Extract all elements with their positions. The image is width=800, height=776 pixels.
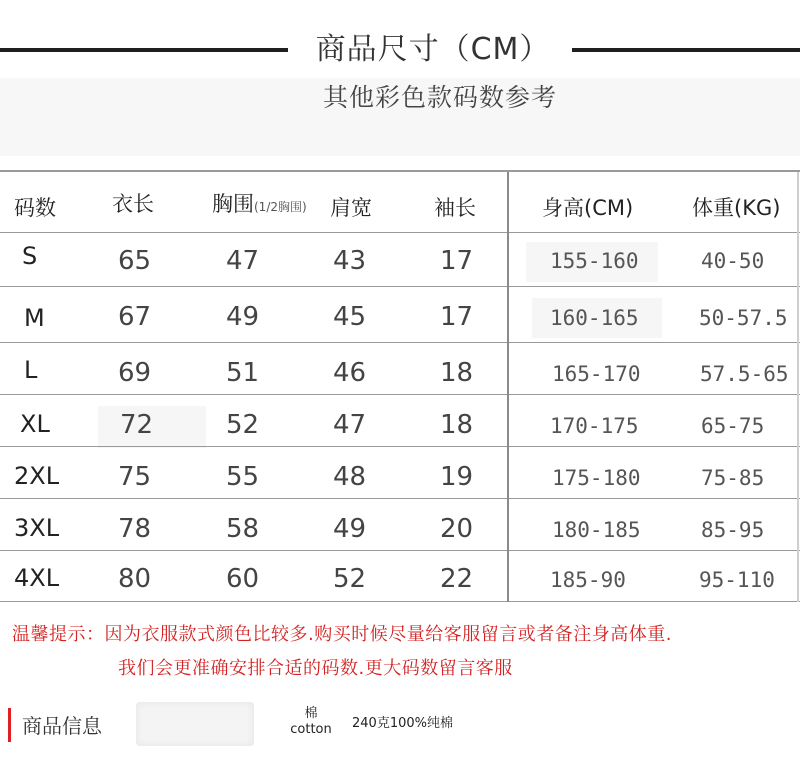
weight-value: 95-110 (699, 568, 775, 592)
length-value: 78 (118, 514, 152, 544)
row-divider (0, 232, 800, 233)
row-divider (0, 498, 800, 499)
length-value: 69 (118, 358, 152, 388)
sleeve-value: 22 (440, 564, 474, 594)
sleeve-value: 18 (440, 358, 474, 388)
chest-value: 60 (226, 564, 260, 594)
length-value: 67 (118, 302, 152, 332)
tip-line-1: 温馨提示：因为衣服款式颜色比较多.购买时候尽量给客服留言或者备注身高体重. (12, 624, 672, 645)
size-label: XL (20, 410, 50, 438)
shoulder-value: 45 (333, 302, 367, 332)
length-value: 72 (120, 410, 154, 440)
chest-value: 58 (226, 514, 260, 544)
page-subtitle: 其他彩色款码数参考 (322, 83, 557, 112)
row-divider (0, 446, 800, 447)
height-value: 160-165 (550, 306, 639, 330)
header-height: 身高(CM) (542, 196, 634, 220)
chest-value: 47 (226, 246, 260, 276)
height-value: 180-185 (552, 518, 641, 542)
height-value: 165-170 (552, 362, 641, 386)
sleeve-value: 18 (440, 410, 474, 440)
material-description: 240克100%纯棉 (352, 716, 453, 731)
size-table (0, 170, 800, 602)
chest-value: 51 (226, 358, 260, 388)
material-cn: 棉 (304, 706, 318, 721)
size-label: L (24, 356, 38, 384)
chest-value: 49 (226, 302, 260, 332)
shoulder-value: 49 (333, 514, 367, 544)
accent-bar (8, 708, 11, 742)
sleeve-value: 20 (440, 514, 474, 544)
weight-value: 57.5-65 (700, 362, 789, 386)
shoulder-value: 46 (333, 358, 367, 388)
shoulder-value: 47 (333, 410, 367, 440)
weight-value: 40-50 (701, 249, 765, 273)
shoulder-value: 48 (333, 462, 367, 492)
size-label: 2XL (14, 462, 60, 490)
chest-value: 55 (226, 462, 260, 492)
size-label: M (24, 304, 45, 332)
weight-value: 75-85 (701, 466, 765, 490)
sleeve-value: 19 (440, 462, 474, 492)
row-divider (0, 394, 800, 395)
title-divider-right (572, 48, 800, 52)
header-chest-note: (1/2胸围) (254, 200, 307, 214)
header-chest-label: 胸围 (212, 192, 254, 216)
shoulder-value: 43 (333, 246, 367, 276)
chest-value: 52 (226, 410, 260, 440)
height-value: 170-175 (550, 414, 639, 438)
height-value: 185-90 (550, 568, 626, 592)
header-weight: 体重(KG) (692, 196, 781, 220)
fabric-swatch-image (136, 702, 254, 746)
row-divider (0, 342, 800, 343)
material-en: cotton (290, 722, 332, 737)
title-divider-left (0, 48, 288, 52)
tip-line-2: 我们会更准确安排合适的码数.更大码数留言客服 (118, 658, 513, 679)
height-value: 155-160 (550, 249, 639, 273)
column-divider (507, 172, 509, 602)
sleeve-value: 17 (440, 302, 474, 332)
header-shoulder: 肩宽 (330, 196, 372, 220)
header-size: 码数 (14, 196, 56, 220)
size-label: 3XL (14, 514, 60, 542)
length-value: 65 (118, 246, 152, 276)
weight-value: 85-95 (701, 518, 765, 542)
product-info (0, 690, 800, 776)
header-chest (212, 188, 307, 218)
row-divider (0, 601, 800, 602)
title-row (0, 22, 800, 68)
header-sleeve: 袖长 (434, 196, 476, 220)
header-length: 衣长 (112, 192, 154, 216)
weight-value: 50-57.5 (699, 306, 788, 330)
shoulder-value: 52 (333, 564, 367, 594)
row-divider (0, 286, 800, 287)
page-title: 商品尺寸（CM） (315, 32, 551, 67)
sleeve-value: 17 (440, 246, 474, 276)
weight-value: 65-75 (701, 414, 765, 438)
size-label: S (22, 242, 38, 270)
length-value: 75 (118, 462, 152, 492)
length-value: 80 (118, 564, 152, 594)
row-divider (0, 550, 800, 551)
size-label: 4XL (14, 564, 60, 592)
height-value: 175-180 (552, 466, 641, 490)
product-info-label: 商品信息 (22, 714, 102, 738)
column-divider (797, 172, 799, 602)
